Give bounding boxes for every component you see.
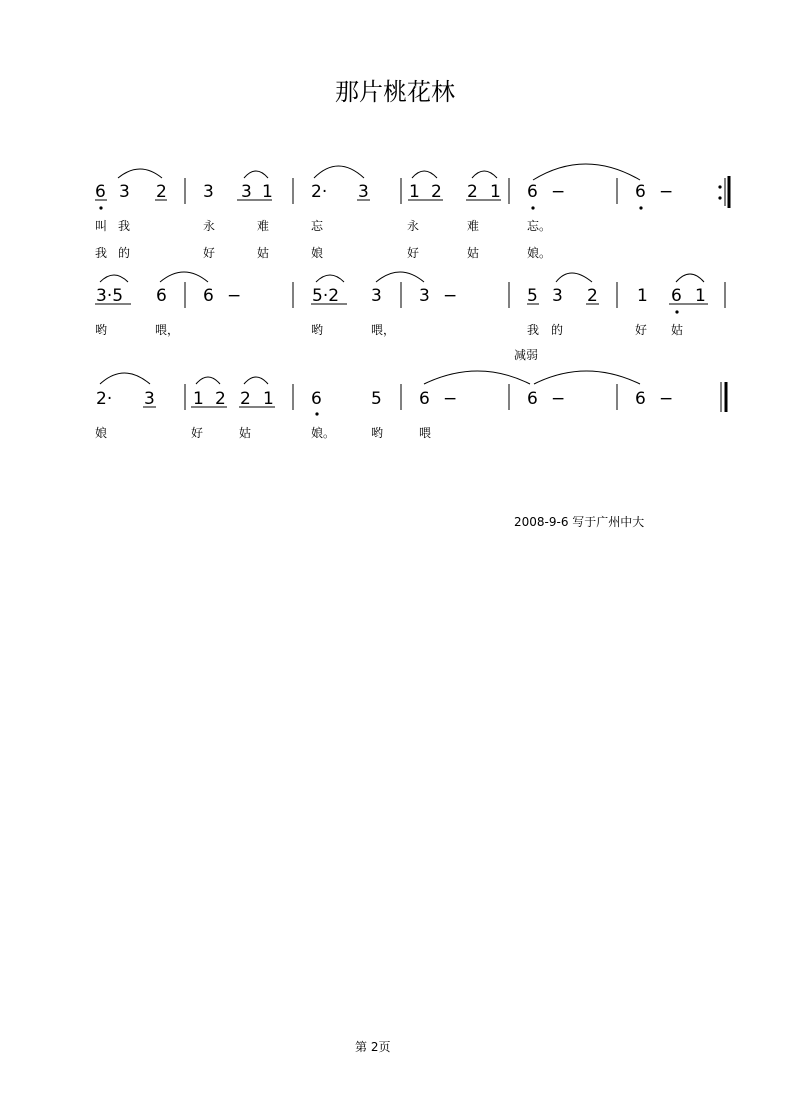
slur bbox=[244, 171, 268, 178]
lyric: 好 bbox=[191, 426, 204, 440]
note: 1 bbox=[695, 286, 706, 306]
note: 3 bbox=[358, 182, 369, 202]
lyric: 的 bbox=[118, 246, 131, 260]
note: 1 bbox=[262, 182, 273, 202]
note: 2 bbox=[431, 182, 442, 202]
note: 2· bbox=[311, 182, 328, 202]
note: 2 bbox=[587, 286, 598, 306]
note: 6 bbox=[419, 389, 430, 409]
note: 6 bbox=[671, 286, 682, 306]
tie bbox=[533, 164, 640, 180]
slur bbox=[196, 377, 220, 384]
lyric: 好 bbox=[407, 246, 420, 260]
octave-dot bbox=[639, 206, 642, 209]
lyric: 忘 bbox=[311, 219, 324, 233]
note-dash: − bbox=[443, 389, 458, 409]
note: 1 bbox=[409, 182, 420, 202]
note: 6 bbox=[527, 182, 538, 202]
lyric: 姑 bbox=[467, 246, 480, 260]
slur bbox=[412, 171, 437, 178]
note: 3 bbox=[203, 182, 214, 202]
lyric: 永 bbox=[407, 219, 420, 233]
note-dash: − bbox=[227, 286, 242, 306]
note: 3·5 bbox=[96, 286, 124, 306]
lyric: 我 bbox=[118, 219, 131, 233]
note-dash: − bbox=[659, 389, 674, 409]
note: 2· bbox=[96, 389, 113, 409]
lyric: 哟 bbox=[371, 426, 384, 440]
lyric: 的 bbox=[551, 323, 564, 337]
lyric: 娘。 bbox=[527, 246, 552, 260]
note: 2 bbox=[156, 182, 167, 202]
note: 3 bbox=[119, 182, 130, 202]
song-title: 那片桃花林 bbox=[335, 78, 455, 106]
note: 2 bbox=[215, 389, 226, 409]
note: 5·2 bbox=[312, 286, 340, 306]
slur bbox=[160, 272, 208, 282]
note: 6 bbox=[95, 182, 106, 202]
note: 6 bbox=[156, 286, 167, 306]
lyric: 娘 bbox=[311, 246, 324, 260]
lyric: 喂， bbox=[371, 323, 396, 337]
lyric: 我 bbox=[527, 323, 540, 337]
page-number: 第 2页 bbox=[355, 1040, 391, 1054]
note-dash: − bbox=[659, 182, 674, 202]
note: 6 bbox=[311, 389, 322, 409]
slur bbox=[556, 273, 592, 282]
note-dash: − bbox=[443, 286, 458, 306]
lyric: 喂 bbox=[419, 426, 432, 440]
slur bbox=[316, 275, 344, 282]
note: 3 bbox=[371, 286, 382, 306]
lyric: 喂， bbox=[155, 323, 180, 337]
note-dash: − bbox=[551, 182, 566, 202]
note: 2 bbox=[467, 182, 478, 202]
note: 6 bbox=[635, 182, 646, 202]
octave-dot bbox=[99, 206, 102, 209]
note: 6 bbox=[527, 389, 538, 409]
slur bbox=[100, 275, 128, 282]
slur bbox=[472, 171, 497, 178]
note: 1 bbox=[263, 389, 274, 409]
composition-note: 2008-9-6 写于广州中大 bbox=[514, 515, 645, 529]
note: 3 bbox=[241, 182, 252, 202]
note: 3 bbox=[144, 389, 155, 409]
note-dash: − bbox=[551, 389, 566, 409]
lyric: 叫 bbox=[95, 219, 108, 233]
slur bbox=[376, 272, 424, 282]
note: 3 bbox=[419, 286, 430, 306]
lyric: 好 bbox=[203, 246, 216, 260]
lyric: 哟 bbox=[95, 323, 108, 337]
note: 1 bbox=[637, 286, 648, 306]
lyric: 姑 bbox=[671, 323, 684, 337]
lyric: 哟 bbox=[311, 323, 324, 337]
octave-dot bbox=[315, 412, 318, 415]
note: 2 bbox=[240, 389, 251, 409]
note: 5 bbox=[527, 286, 538, 306]
lyric: 永 bbox=[203, 219, 216, 233]
lyric: 娘。 bbox=[311, 426, 336, 440]
note: 1 bbox=[490, 182, 501, 202]
lyric: 姑 bbox=[239, 426, 252, 440]
note: 5 bbox=[371, 389, 382, 409]
lyric: 难 bbox=[467, 219, 480, 233]
slur bbox=[118, 169, 162, 178]
lyric: 我 bbox=[95, 246, 108, 260]
note: 1 bbox=[193, 389, 204, 409]
repeat-dot bbox=[718, 185, 721, 188]
octave-dot bbox=[531, 206, 534, 209]
slur bbox=[100, 373, 150, 384]
lyric: 好 bbox=[635, 323, 648, 337]
octave-dot bbox=[675, 310, 678, 313]
tie bbox=[534, 371, 640, 384]
lyric: 姑 bbox=[257, 246, 270, 260]
dynamics-direction: 减弱 bbox=[514, 348, 539, 362]
lyric: 难 bbox=[257, 219, 270, 233]
lyric: 忘。 bbox=[527, 219, 552, 233]
note: 3 bbox=[552, 286, 563, 306]
slur bbox=[244, 377, 268, 384]
lyric: 娘 bbox=[95, 426, 108, 440]
tie bbox=[424, 371, 530, 384]
slur bbox=[314, 166, 364, 178]
slur bbox=[676, 274, 704, 282]
note: 6 bbox=[635, 389, 646, 409]
repeat-dot bbox=[718, 196, 721, 199]
note: 6 bbox=[203, 286, 214, 306]
